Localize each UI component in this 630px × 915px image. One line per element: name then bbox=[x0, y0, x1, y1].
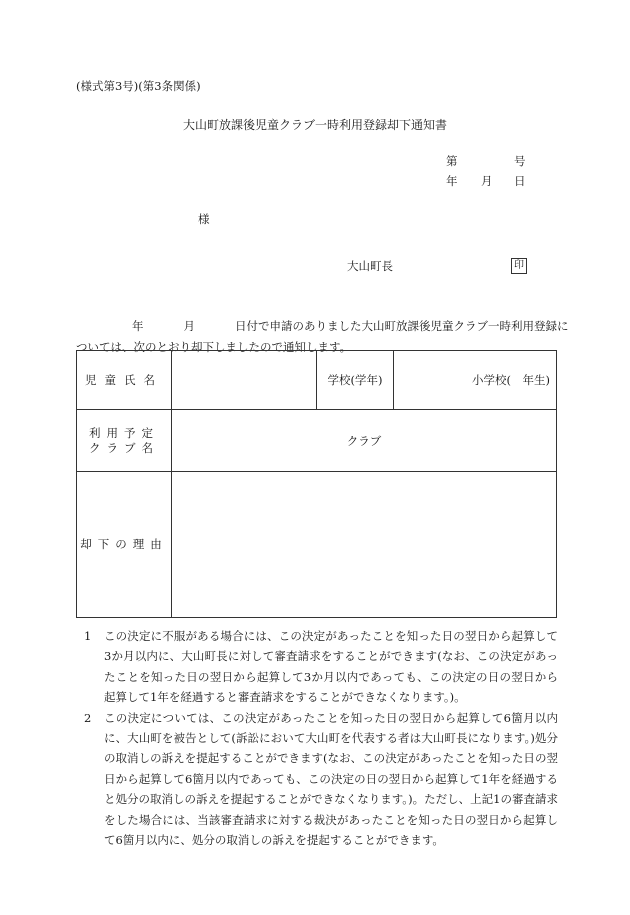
form-reference: (様式第3号)(第3条関係) bbox=[76, 79, 201, 93]
school-value: 小学校( 年生) bbox=[394, 351, 557, 410]
document-number-suffix: 号 bbox=[514, 154, 526, 168]
note-number: 1 bbox=[84, 629, 92, 643]
note-item bbox=[76, 708, 558, 851]
issuer-name: 大山町長 bbox=[347, 259, 393, 273]
intro-year-label: 年 bbox=[132, 319, 144, 333]
notice-table bbox=[76, 350, 557, 618]
reason-value bbox=[172, 472, 557, 618]
child-name-value bbox=[172, 351, 317, 410]
club-label: 利用予定 クラブ名 bbox=[77, 410, 172, 472]
club-value: クラブ bbox=[172, 410, 557, 472]
table-row-reason bbox=[77, 472, 557, 618]
date-day-label: 日 bbox=[514, 174, 526, 188]
note-number: 2 bbox=[84, 710, 92, 725]
date-month-label: 月 bbox=[481, 174, 493, 188]
document-number-prefix: 第 bbox=[446, 154, 458, 168]
intro-line1-text: 日付で申請のありました大山町放課後児童クラブ一時利用登録に bbox=[235, 319, 569, 333]
table-row-club bbox=[77, 410, 557, 472]
document-title: 大山町放課後児童クラブ一時利用登録却下通知書 bbox=[182, 118, 447, 132]
reason-label: 却下の理由 bbox=[77, 472, 172, 618]
intro-line2-text: ついては、次のとおり却下しましたので通知します。 bbox=[76, 340, 352, 354]
child-name-label: 児童氏名 bbox=[77, 351, 172, 410]
school-label: 学校(学年) bbox=[317, 351, 394, 410]
seal-mark: 印 bbox=[511, 258, 527, 274]
table-row-child bbox=[77, 351, 557, 410]
intro-month-label: 月 bbox=[183, 319, 195, 333]
note-item bbox=[76, 626, 558, 708]
date-year-label: 年 bbox=[446, 174, 458, 188]
addressee-suffix: 様 bbox=[198, 212, 210, 226]
note-text: この決定については、この決定があったことを知った日の翌日から起算して6箇月以内に、大山町を被告として(訴訟において大山町を代表する者は大山町長になります。)処分の取消しの訴えを提起することができます(なお、この決定があったことを知った日の翌日から起算して6箇月以内であっても、この決定の日の翌日から起算して1年を経過すると処分の取消しの訴えを提起することができなくなります。)。ただし、上記1の審査請求をした場合には、当該審査請求に対する裁決があったことを知った日の翌日から起算して6箇月以内に、処分の取消しの訴えを提起することができます。 bbox=[104, 710, 558, 848]
notes-section bbox=[76, 626, 558, 850]
note-text: この決定に不服がある場合には、この決定があったことを知った日の翌日から起算して3か月以内に、大山町長に対して審査請求をすることができます(なお、この決定があったことを知った日の翌日から起算して3か月以内であっても、この決定の日の翌日から起算して1年を経過すると審査請求をすることができなくなります。)。 bbox=[104, 629, 558, 705]
